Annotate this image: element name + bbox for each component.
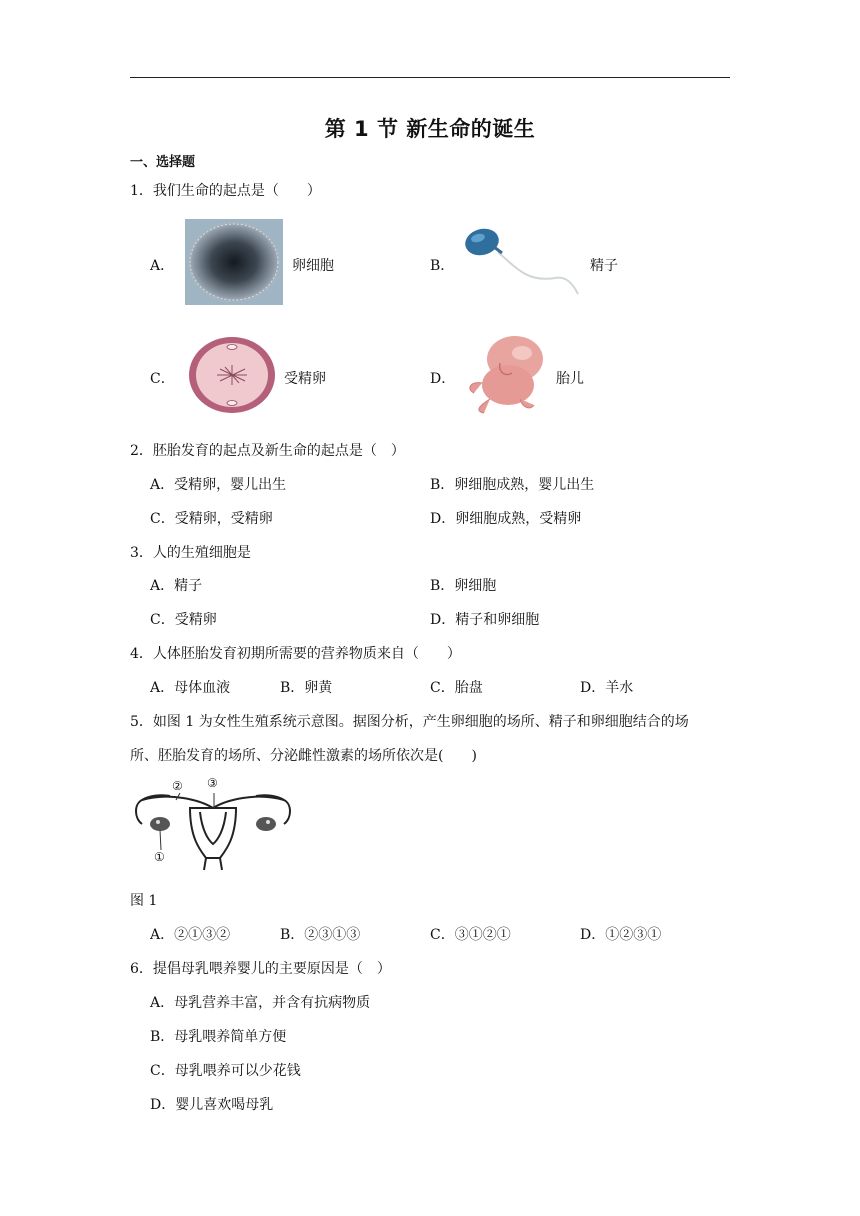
q5-option-d[interactable]: D．①②③① <box>580 927 662 943</box>
q6-option-c[interactable]: C．母乳喂养可以少花钱 <box>150 1063 301 1079</box>
question-5-stem-line-1: 5．如图 1 为女性生殖系统示意图。据图分析，产生卵细胞的场所、精子和卵细胞结合的场 <box>130 714 689 730</box>
question-1-stem: 1．我们生命的起点是（ ） <box>130 183 321 199</box>
q6-option-a[interactable]: A．母乳营养丰富，并含有抗病物质 <box>150 995 371 1011</box>
q1-option-b-label: 精子 <box>590 258 618 274</box>
q2-option-a[interactable]: A．受精卵，婴儿出生 <box>150 477 287 493</box>
q5-option-c[interactable]: C．③①②① <box>430 927 511 943</box>
q2-option-d[interactable]: D．卵细胞成熟，受精卵 <box>430 511 582 527</box>
q1-option-c-label: 受精卵 <box>284 371 326 387</box>
q1-option-b-letter: B． <box>430 258 455 274</box>
q5-option-b[interactable]: B．②③①③ <box>280 927 361 943</box>
diagram-label-3: ③ <box>207 776 218 790</box>
q6-option-b[interactable]: B．母乳喂养简单方便 <box>150 1029 287 1045</box>
q1-option-d-label: 胎儿 <box>556 371 584 387</box>
q3-option-a[interactable]: A．精子 <box>150 578 203 594</box>
q1-option-a-letter: A． <box>150 258 175 274</box>
q3-option-c[interactable]: C．受精卵 <box>150 612 217 628</box>
question-2-stem: 2．胚胎发育的起点及新生命的起点是（ ） <box>130 443 405 459</box>
question-4-stem: 4．人体胚胎发育初期所需要的营养物质来自（ ） <box>130 646 461 662</box>
q4-option-c[interactable]: C．胎盘 <box>430 680 483 696</box>
diagram-label-1: ① <box>154 850 165 864</box>
figure-caption: 图 1 <box>130 893 158 909</box>
q2-option-b[interactable]: B．卵细胞成熟，婴儿出生 <box>430 477 595 493</box>
question-3-stem: 3．人的生殖细胞是 <box>130 545 251 561</box>
diagram-label-2: ② <box>172 779 183 793</box>
egg-cell-image <box>185 219 283 305</box>
q4-option-a[interactable]: A．母体血液 <box>150 680 231 696</box>
q5-option-a[interactable]: A．②①③② <box>150 927 231 943</box>
fertilized-egg-image <box>187 335 277 415</box>
header-rule <box>130 77 730 78</box>
q4-option-b[interactable]: B．卵黄 <box>280 680 333 696</box>
q3-option-d[interactable]: D．精子和卵细胞 <box>430 612 540 628</box>
fetus-image <box>460 333 555 415</box>
q2-option-c[interactable]: C．受精卵，受精卵 <box>150 511 273 527</box>
section-heading: 一、选择题 <box>130 155 196 170</box>
question-5-stem-line-2: 所、胚胎发育的场所、分泌雌性激素的场所依次是( ) <box>130 748 477 764</box>
q1-option-c-letter: C． <box>150 371 175 387</box>
q6-option-d[interactable]: D．婴儿喜欢喝母乳 <box>150 1097 274 1113</box>
q1-option-a-label: 卵细胞 <box>292 258 334 274</box>
q4-option-d[interactable]: D．羊水 <box>580 680 634 696</box>
sperm-image <box>460 222 580 304</box>
question-6-stem: 6．提倡母乳喂养婴儿的主要原因是（ ） <box>130 961 391 977</box>
page-title: 第 1 节 新生命的诞生 <box>324 117 536 141</box>
q1-option-d-letter: D． <box>430 371 456 387</box>
q3-option-b[interactable]: B．卵细胞 <box>430 578 497 594</box>
female-reproductive-system-diagram <box>130 778 296 872</box>
